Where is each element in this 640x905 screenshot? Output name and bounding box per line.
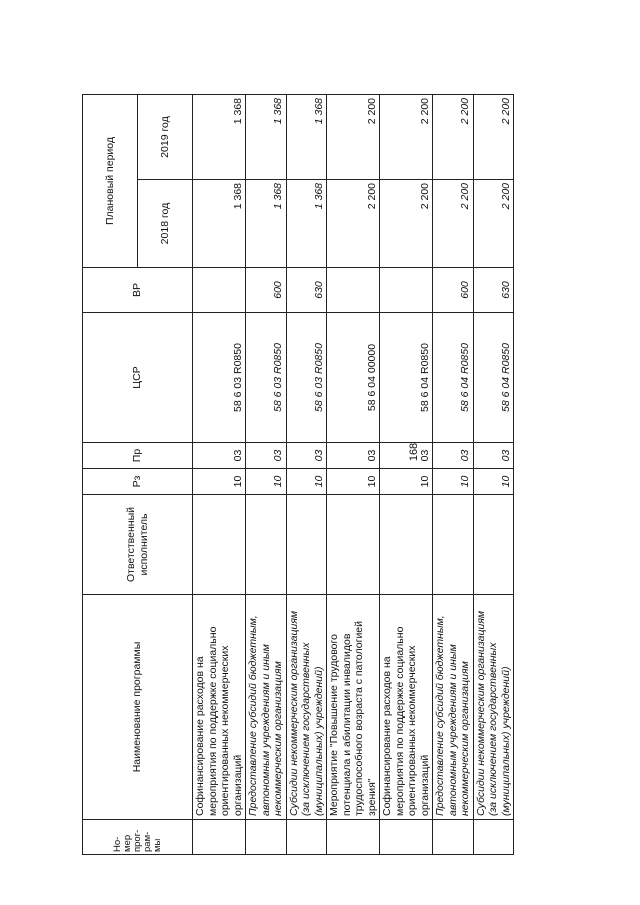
cell-pr: 03 xyxy=(193,443,246,469)
cell-vr xyxy=(327,268,380,313)
cell-program-name: Субсидии некоммерческим организациям (за исключением государственных (муниципальных) учреждений) xyxy=(473,595,514,820)
header-pr: Пр xyxy=(83,443,193,469)
table-row xyxy=(473,95,514,855)
table-row xyxy=(380,95,433,855)
cell-rz: 10 xyxy=(380,469,433,495)
cell-vr: 630 xyxy=(473,268,514,313)
cell-rz: 10 xyxy=(246,469,287,495)
cell-csr: 58 6 04 R0850 xyxy=(433,313,474,443)
cell-executor xyxy=(433,495,474,595)
cell-year-2019: 1 368 xyxy=(286,95,327,180)
cell-year-2018: 1 368 xyxy=(246,180,287,268)
cell-executor xyxy=(246,495,287,595)
cell-program-name: Субсидии некоммерческим организациям (за исключением государственных (муниципальных) учреждений) xyxy=(286,595,327,820)
cell-program-number xyxy=(286,820,327,855)
cell-vr xyxy=(380,268,433,313)
cell-year-2019: 2 200 xyxy=(380,95,433,180)
cell-program-name: Софинансирование расходов на мероприятия по поддержке социально ориентированных некоммерческих организаций xyxy=(193,595,246,820)
cell-pr: 03 xyxy=(246,443,287,469)
cell-year-2018: 1 368 xyxy=(193,180,246,268)
cell-year-2019: 1 368 xyxy=(193,95,246,180)
cell-pr: 03 xyxy=(286,443,327,469)
cell-program-number xyxy=(246,820,287,855)
table-row xyxy=(193,95,246,855)
rotated-page xyxy=(82,95,582,855)
cell-program-name: Предоставление субсидий бюджетным, автономным учреждениям и иным некоммерческим организациям xyxy=(433,595,474,820)
cell-rz: 10 xyxy=(433,469,474,495)
cell-program-number xyxy=(193,820,246,855)
cell-rz: 10 xyxy=(286,469,327,495)
cell-pr: 03 xyxy=(327,443,380,469)
cell-csr: 58 6 03 R0850 xyxy=(193,313,246,443)
header-year-2018: 2018 год xyxy=(138,180,193,268)
budget-table xyxy=(82,94,514,855)
header-rz: Рз xyxy=(83,469,193,495)
cell-vr: 630 xyxy=(286,268,327,313)
cell-program-number xyxy=(380,820,433,855)
header-vr: ВР xyxy=(83,268,193,313)
cell-program-name: Предоставление субсидий бюджетным, автономным учреждениям и иным некоммерческим организациям xyxy=(246,595,287,820)
cell-executor xyxy=(473,495,514,595)
cell-year-2019: 2 200 xyxy=(327,95,380,180)
header-csr: ЦСР xyxy=(83,313,193,443)
cell-executor xyxy=(380,495,433,595)
cell-csr: 58 6 03 R0850 xyxy=(246,313,287,443)
header-year-2019: 2019 год xyxy=(138,95,193,180)
header-program-number: Но- мер прог- рам- мы xyxy=(83,820,193,855)
table-row xyxy=(246,95,287,855)
cell-csr: 58 6 04 00000 xyxy=(327,313,380,443)
table-row xyxy=(286,95,327,855)
cell-pr: 03 xyxy=(473,443,514,469)
cell-vr: 600 xyxy=(433,268,474,313)
table-row xyxy=(327,95,380,855)
cell-year-2018: 2 200 xyxy=(380,180,433,268)
cell-executor xyxy=(286,495,327,595)
cell-program-number xyxy=(433,820,474,855)
header-program-name: Наименование программы xyxy=(83,595,193,820)
cell-pr: 03 xyxy=(380,443,433,469)
cell-rz: 10 xyxy=(327,469,380,495)
cell-csr: 58 6 04 R0850 xyxy=(473,313,514,443)
cell-executor xyxy=(193,495,246,595)
cell-year-2018: 2 200 xyxy=(473,180,514,268)
table-row xyxy=(433,95,474,855)
cell-year-2018: 1 368 xyxy=(286,180,327,268)
cell-program-number xyxy=(473,820,514,855)
cell-executor xyxy=(327,495,380,595)
header-plan-period: Плановый период xyxy=(83,95,138,268)
cell-program-name: Софинансирование расходов на мероприятия по поддержке социально ориентированных некоммерческих организаций xyxy=(380,595,433,820)
cell-year-2019: 2 200 xyxy=(473,95,514,180)
cell-year-2019: 2 200 xyxy=(433,95,474,180)
cell-csr: 58 6 03 R0850 xyxy=(286,313,327,443)
cell-csr: 58 6 04 R0850 xyxy=(380,313,433,443)
cell-vr xyxy=(193,268,246,313)
cell-pr: 03 xyxy=(433,443,474,469)
cell-rz: 10 xyxy=(193,469,246,495)
cell-year-2019: 1 368 xyxy=(246,95,287,180)
cell-program-name: Мероприятие "Повышение трудового потенциала и абилитации инвалидов трудоспособного возраста с патологией зрения" xyxy=(327,595,380,820)
cell-year-2018: 2 200 xyxy=(433,180,474,268)
page-number: 168 xyxy=(408,442,420,462)
cell-rz: 10 xyxy=(473,469,514,495)
cell-vr: 600 xyxy=(246,268,287,313)
cell-program-number xyxy=(327,820,380,855)
header-executor: Ответственный исполнитель xyxy=(83,495,193,595)
cell-year-2018: 2 200 xyxy=(327,180,380,268)
